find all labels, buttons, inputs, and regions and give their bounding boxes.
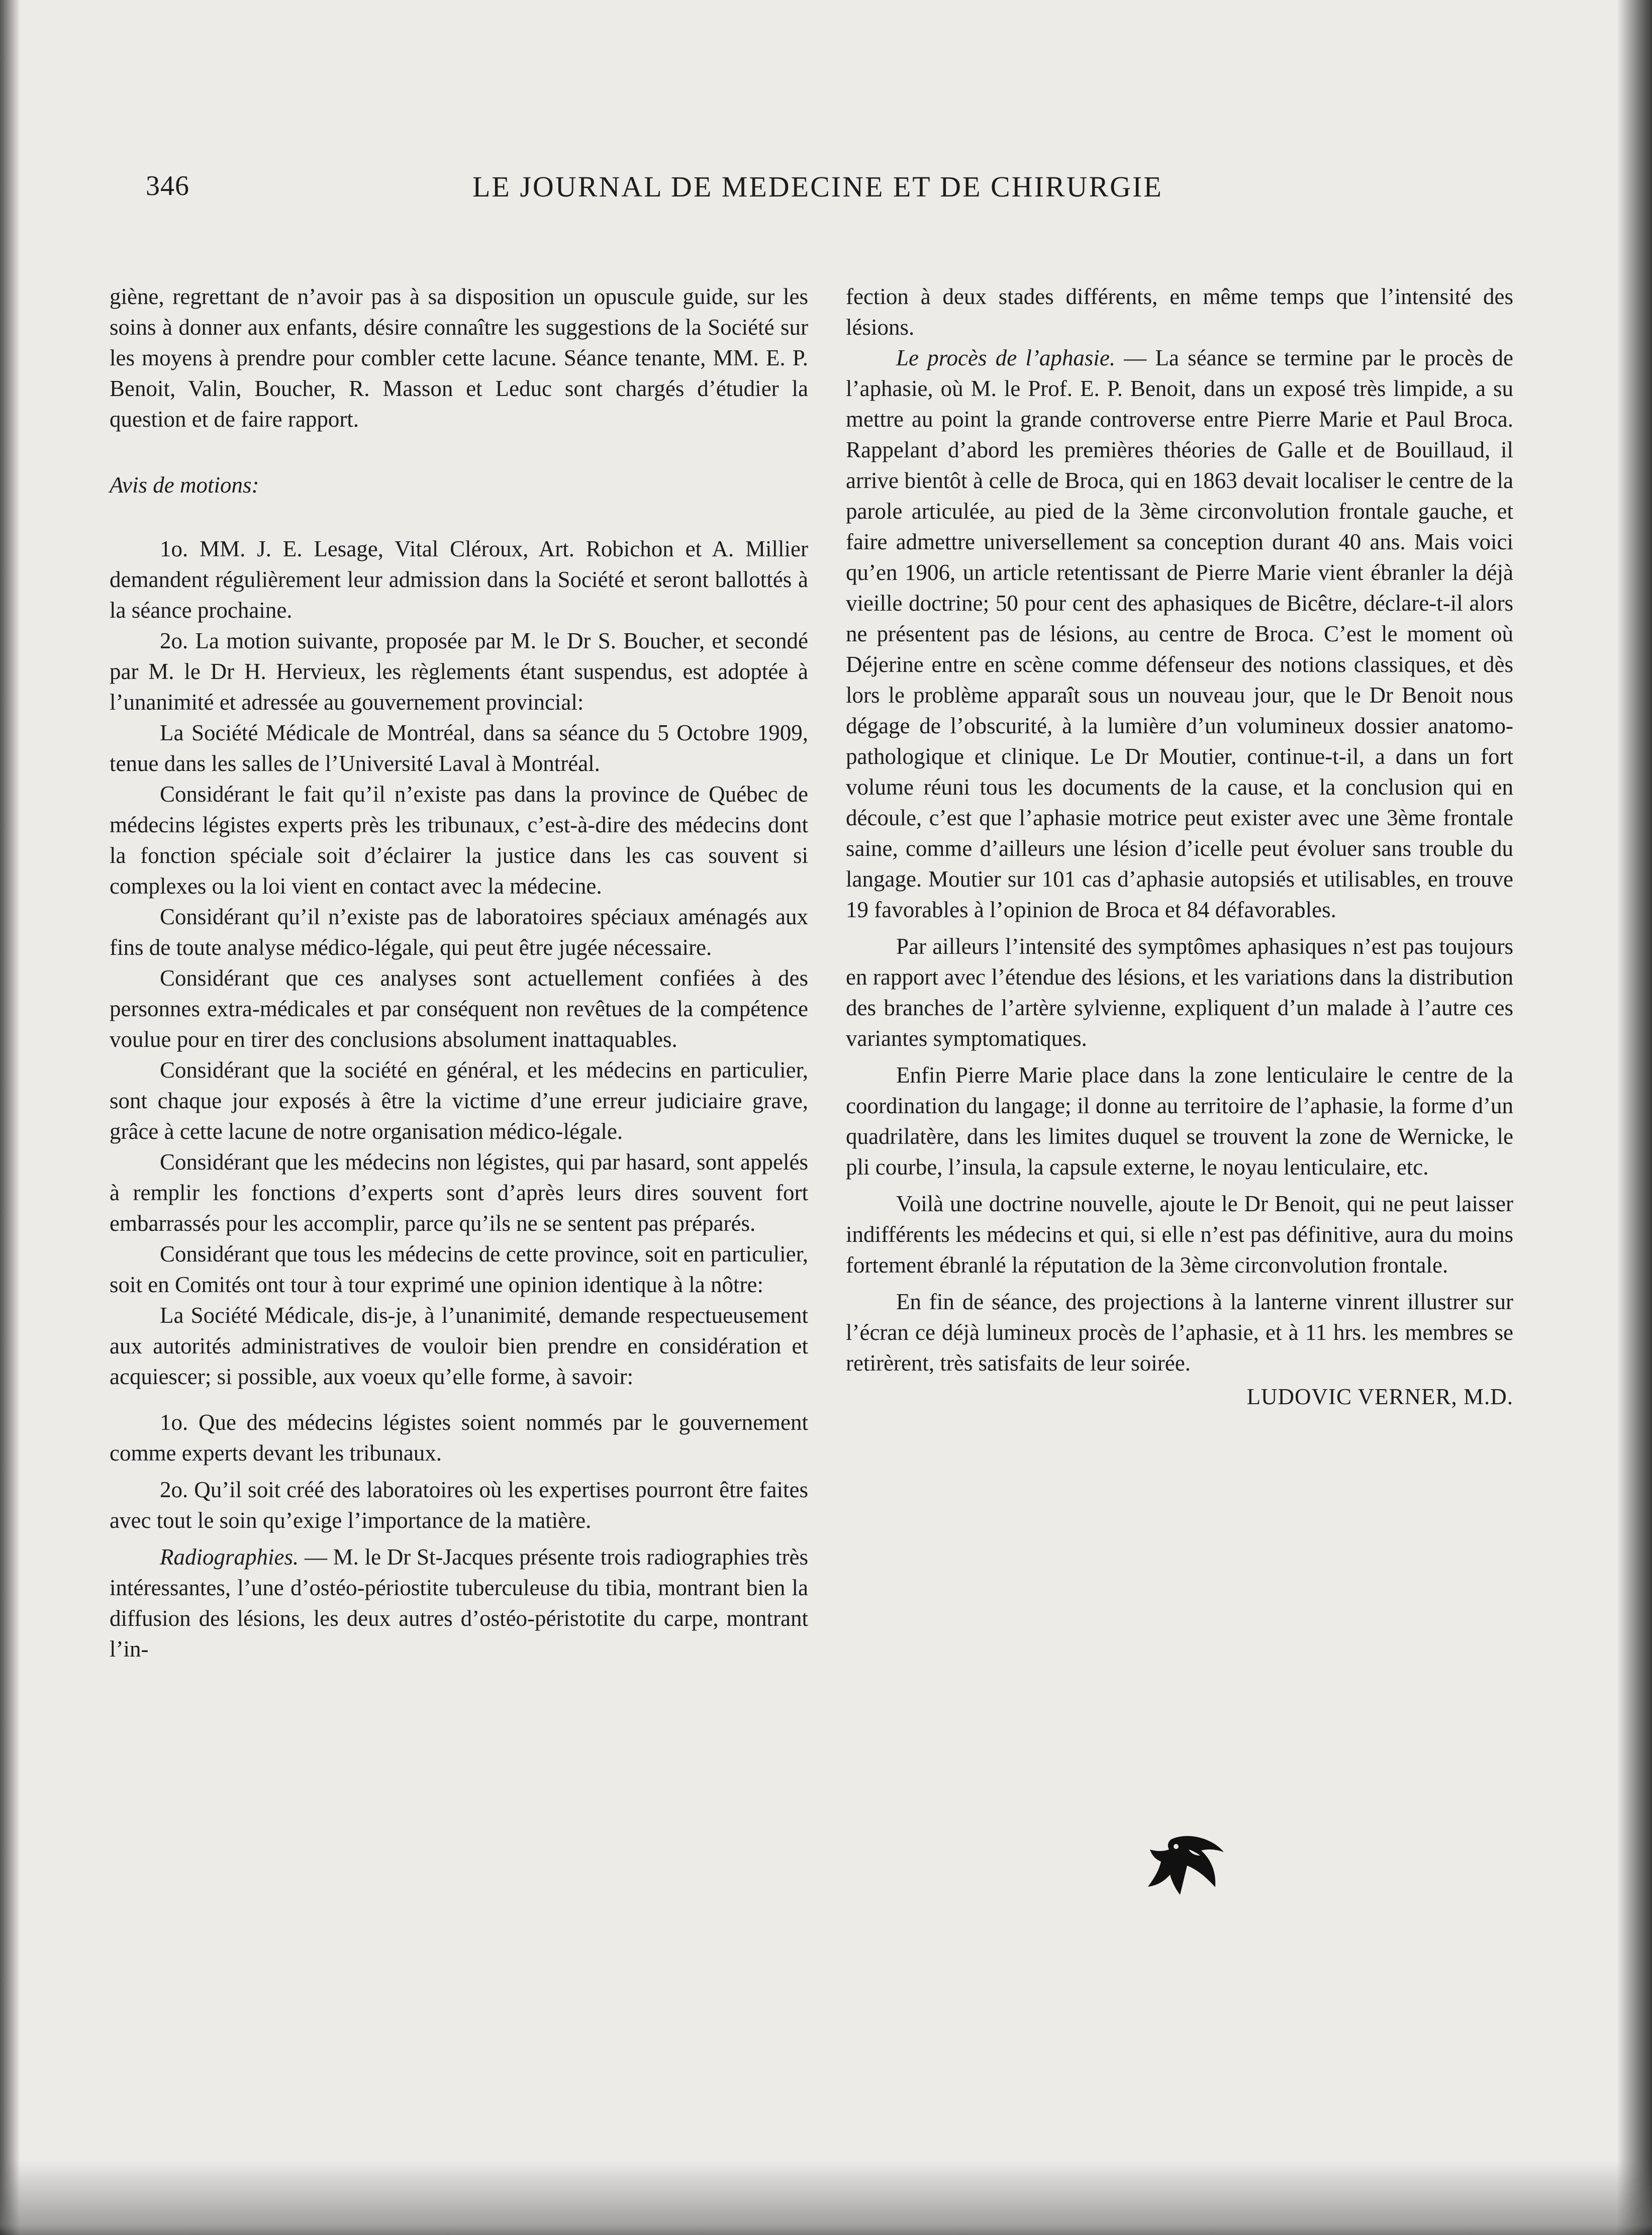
paragraph-aphasie [846, 343, 1513, 925]
paragraph: Considérant que les médecins non légistes, qui par hasard, sont appelés à remplir les fonctions d’experts sont d’après leurs dires souvent fort embarrassés pour les accomplir, parce qu’ils ne se sentent pas préparés. [110, 1149, 808, 1236]
paragraph: Voilà une doctrine nouvelle, ajoute le Dr Benoit, qui ne peut laisser indifférents les médecins et qui, si elle n’est pas définitive, aura du moins fortement ébranlé la réputation de la 3ème circonvolution frontale. [846, 1191, 1513, 1278]
paragraph: 2o. La motion suivante, proposée par M. le Dr S. Boucher, et secondé par M. le Dr H. Hervieux, les règlements étant suspendus, est adoptée à l’unanimité et adressée au gouvernement provincial: [110, 628, 808, 715]
scan-edge-left [0, 0, 20, 2235]
inline-title-radiographies: Radiographies. [160, 1544, 299, 1570]
running-head: LE JOURNAL DE MEDECINE ET DE CHIRURGIE [472, 170, 1163, 203]
author-signature: LUDOVIC VERNER, M.D. [1246, 1384, 1513, 1409]
scan-edge-bottom [0, 2160, 1652, 2235]
paragraph-text: — M. le Dr St-Jacques présente trois radiographies très intéressantes, l’une d’ostéo-périostite tuberculeuse du tibia, montrant bien la diffusion des lésions, les deux autres d’ostéo-péristotite du carpe, montrant l’in- [110, 1544, 808, 1662]
section-heading-motions: Avis de motions: [110, 472, 259, 498]
paragraph: Considérant que tous les médecins de cette province, soit en particulier, soit en Comités ont tour à tour exprimé une opinion identique à la nôtre: [110, 1241, 808, 1297]
left-column [110, 281, 808, 1665]
paragraph: fection à deux stades différents, en même temps que l’intensité des lésions. [846, 284, 1513, 340]
paragraph: La Société Médicale de Montréal, dans sa séance du 5 Octobre 1909, tenue dans les salles de l’Université Laval à Montréal. [110, 720, 808, 776]
paragraph: Par ailleurs l’intensité des symptômes aphasiques n’est pas toujours en rapport avec l’étendue des lésions, et les variations dans la distribution des branches de l’artère sylvienne, expliquent d’un malade à l’autre ces variantes symptomatiques. [846, 934, 1513, 1051]
paragraph: 2o. Qu’il soit créé des laboratoires où les expertises pourront être faites avec tout le soin qu’exige l’importance de la matière. [110, 1477, 808, 1533]
scan-edge-right [1617, 0, 1652, 2235]
inline-title-aphasie: Le procès de l’aphasie. [896, 345, 1116, 370]
ornament-bird-eye [1174, 1844, 1179, 1849]
paragraph-text: — La séance se termine par le procès de l’aphasie, où M. le Prof. E. P. Benoit, dans un exposé très limpide, a su mettre au point la grande controverse entre Pierre Marie et Paul Broca. Rappelant d’abord les premières théories de Galle et de Bouillaud, il arrive bientôt à celle de Broca, qui en 1863 devait localiser le centre de la parole articulée, au pied de la 3ème circonvolution frontale gauche, et faire admettre universellement sa conception durant 40 ans. Mais voici qu’en 1906, un article retentissant de Pierre Marie vient ébranler la déjà vieille doctrine; 50 pour cent des aphasiques de Bicêtre, déclare-t-il alors ne présentent pas de lésions, au centre de Broca. C’est le moment où Déjerine entre en scène comme défenseur des notions classiques, et dès lors le problème apparaît sous un nouveau jour, que le Dr Benoit nous dégage de l’obscurité, à la lumière d’un volumineux dossier anatomo-pathologique et clinique. Le Dr Moutier, continue-t-il, a dans un fort volume réuni tous les documents de la cause, et la conclusion qui en découle, c’est que l’aphasie motrice peut exister avec une 3ème frontale saine, comme d’ailleurs une lésion d’icelle peut évoluer sans trouble du langage. Moutier sur 101 cas d’aphasie autopsiés et utilisables, en trouve 19 favorables à l’opinion de Broca et 84 défavorables. [846, 345, 1513, 922]
paragraph: Considérant qu’il n’existe pas de laboratoires spéciaux aménagés aux fins de toute analyse médico-légale, qui peut être jugée nécessaire. [110, 904, 808, 960]
paragraph: 1o. MM. J. E. Lesage, Vital Cléroux, Art. Robichon et A. Millier demandent régulièrement leur admission dans la Société et seront ballottés à la séance prochaine. [110, 536, 808, 623]
paragraph-radiographies [110, 1542, 808, 1665]
paragraph: Enfin Pierre Marie place dans la zone lenticulaire le centre de la coordination du langage; il donne au territoire de l’aphasie, la forme d’un quadrilatère, dans les limites duquel se trouvent la zone de Wernicke, le pli courbe, l’insula, la capsule externe, le noyau lenticulaire, etc. [846, 1062, 1513, 1180]
paragraph: Considérant que ces analyses sont actuellement confiées à des personnes extra-médicales et par conséquent non revêtues de la compétence voulue pour en tirer des conclusions absolument inattaquables. [110, 965, 808, 1052]
page-header [146, 170, 1463, 215]
swallow-bird-fleuron-icon [1141, 1829, 1231, 1905]
paragraph: En fin de séance, des projections à la lanterne vinrent illustrer sur l’écran ce déjà lumineux procès de l’aphasie, et à 11 hrs. les membres se retirèrent, très satisfaits de leur soirée. [846, 1289, 1513, 1376]
ornament-bird-shape [1148, 1836, 1224, 1895]
paragraph: Considérant le fait qu’il n’existe pas dans la province de Québec de médecins légistes experts près les tribunaux, c’est-à-dire des médecins dont la fonction spéciale soit d’éclairer la justice dans les cas souvent si complexes ou la loi vient en contact avec la médecine. [110, 782, 808, 899]
page-number: 346 [146, 170, 189, 202]
paragraph: La Société Médicale, dis-je, à l’unanimité, demande respectueusement aux autorités administratives de vouloir bien prendre en considération et acquiescer; si possible, aux voeux qu’elle forme, à savoir: [110, 1303, 808, 1389]
paragraph: 1o. Que des médecins légistes soient nommés par le gouvernement comme experts devant les tribunaux. [110, 1410, 808, 1466]
paragraph: giène, regrettant de n’avoir pas à sa disposition un opuscule guide, sur les soins à donner aux enfants, désire connaître les suggestions de la Société sur les moyens à prendre pour combler cette lacune. Séance tenante, MM. E. P. Benoit, Valin, Boucher, R. Masson et Leduc sont chargés d’étudier la question et de faire rapport. [110, 284, 808, 432]
right-column [846, 281, 1513, 1412]
paragraph: Considérant que la société en général, et les médecins en particulier, sont chaque jour exposés à être la victime d’une erreur judiciaire grave, grâce à cette lacune de notre organisation médico-légale. [110, 1057, 808, 1144]
